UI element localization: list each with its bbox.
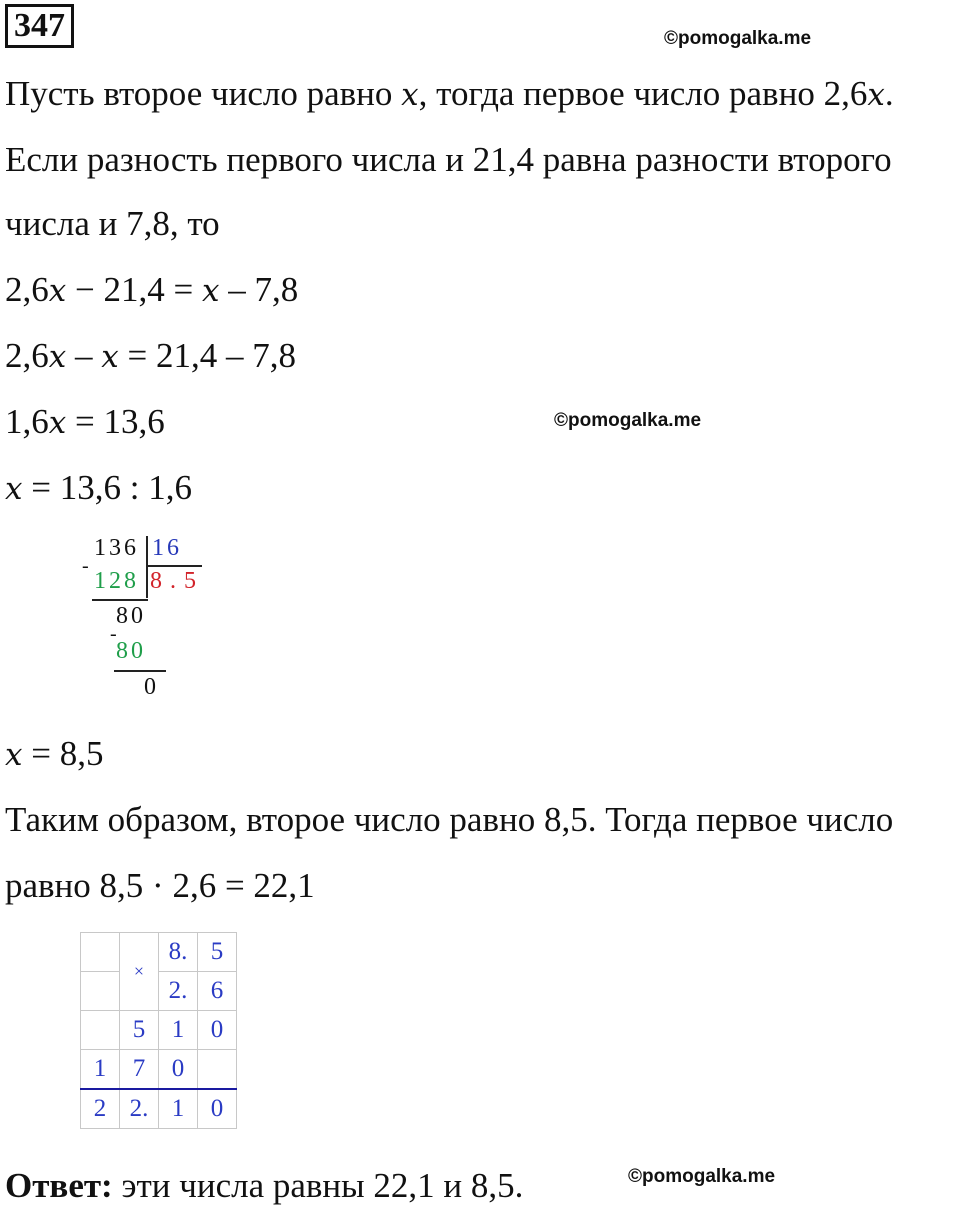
equation-part: – xyxy=(66,336,102,375)
problem-number: 347 xyxy=(5,4,74,48)
grid-cell: 8. xyxy=(159,933,198,972)
variable-x: x xyxy=(867,77,885,113)
grid-cell: 5 xyxy=(198,933,237,972)
equation-1 xyxy=(5,270,298,311)
variable-x: x xyxy=(401,77,419,113)
answer-line xyxy=(5,1166,523,1206)
grid-cell xyxy=(81,972,120,1011)
equation-part: = 13,6 : 1,6 xyxy=(22,468,192,507)
subtrahend-2: 80 xyxy=(116,638,146,664)
condition-line-2: числа и 7,8, то xyxy=(5,204,220,243)
multiply-sign: × xyxy=(120,933,159,1011)
grid-cell xyxy=(81,1011,120,1050)
equation-4 xyxy=(5,468,192,509)
minus-sign: - xyxy=(110,623,120,645)
subtraction-line-1 xyxy=(92,599,148,601)
grid-row xyxy=(81,1050,237,1090)
grid-cell: 1 xyxy=(81,1050,120,1090)
intro-text-2: , тогда первое число равно 2,6 xyxy=(418,74,868,113)
condition-line-1: Если разность первого числа и 21,4 равна разности второго xyxy=(5,140,892,179)
equation-part: – 7,8 xyxy=(219,270,299,309)
grid-cell: 1 xyxy=(159,1011,198,1050)
division-bar-horizontal xyxy=(146,565,202,567)
variable-x: x xyxy=(5,471,23,507)
grid-row xyxy=(81,1011,237,1050)
grid-cell: 2 xyxy=(81,1089,120,1129)
variable-x: x xyxy=(5,737,23,773)
remainder-2: 0 xyxy=(144,674,159,700)
minus-sign: - xyxy=(82,555,92,577)
equation-part: − 21,4 = xyxy=(66,270,202,309)
grid-cell: 2. xyxy=(159,972,198,1011)
equation-part: = 13,6 xyxy=(66,402,165,441)
watermark: ©pomogalka.me xyxy=(628,1166,776,1187)
grid-cell: 1 xyxy=(159,1089,198,1129)
grid-cell xyxy=(81,933,120,972)
variable-x: x xyxy=(201,273,220,309)
equation-3 xyxy=(5,402,165,443)
grid-cell: 0 xyxy=(159,1050,198,1090)
equation-part: 2,6 xyxy=(5,336,49,375)
grid-cell xyxy=(198,1050,237,1090)
multiplication-grid xyxy=(80,932,237,1129)
division-bar-vertical xyxy=(146,536,148,598)
variable-x: x xyxy=(48,273,67,309)
grid-cell: 0 xyxy=(198,1011,237,1050)
result-line xyxy=(5,734,103,775)
grid-cell: 6 xyxy=(198,972,237,1011)
subtraction-line-2 xyxy=(114,670,166,672)
answer-text: эти числа равны 22,1 и 8,5. xyxy=(112,1166,524,1205)
equation-2 xyxy=(5,336,296,377)
variable-x: x xyxy=(48,405,67,441)
answer-label: Ответ: xyxy=(5,1166,113,1205)
intro-text-3: . xyxy=(884,74,894,113)
conclusion-line-1: Таким образом, второе число равно 8,5. Тогда первое число xyxy=(5,800,894,839)
grid-cell: 7 xyxy=(120,1050,159,1090)
intro-text-1: Пусть второе число равно xyxy=(5,74,402,113)
watermark: ©pomogalka.me xyxy=(664,28,812,49)
quotient: 8 . 5 xyxy=(150,568,197,594)
grid-row xyxy=(81,1089,237,1129)
variable-x: x xyxy=(48,339,67,375)
equation-part: 1,6 xyxy=(5,402,49,441)
grid-cell: 0 xyxy=(198,1089,237,1129)
variable-x: x xyxy=(101,339,119,375)
dividend: 136 xyxy=(94,535,139,561)
result-value: = 8,5 xyxy=(22,734,104,773)
subtrahend-1: 128 xyxy=(94,568,139,594)
equation-part: 2,6 xyxy=(5,270,49,309)
remainder-1: 80 xyxy=(116,603,146,629)
intro-line xyxy=(5,74,894,115)
grid-row xyxy=(81,933,237,972)
divisor: 16 xyxy=(152,535,182,561)
grid-cell: 2. xyxy=(120,1089,159,1129)
watermark: ©pomogalka.me xyxy=(554,410,702,431)
equation-part: = 21,4 – 7,8 xyxy=(118,336,296,375)
conclusion-line-2: равно 8,5 · 2,6 = 22,1 xyxy=(5,866,315,905)
grid-cell: 5 xyxy=(120,1011,159,1050)
grid-row xyxy=(81,972,237,1011)
